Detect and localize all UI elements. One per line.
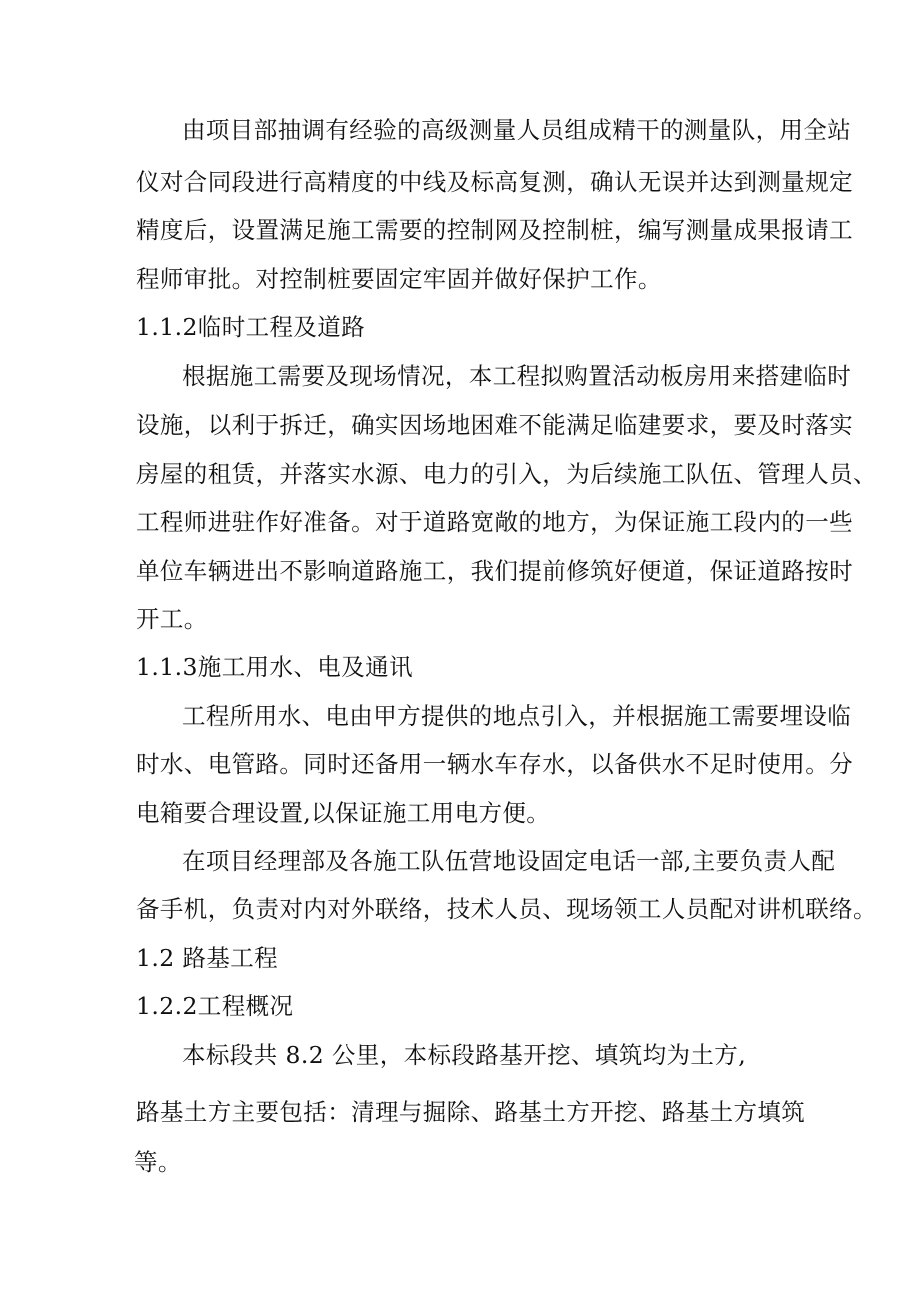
paragraph-line: 在项目经理部及各施工队伍营地设固定电话一部,主要负责人配 [182,847,836,875]
paragraph-line: 仪对合同段进行高精度的中线及标高复测，确认无误并达到测量规定 [136,168,853,196]
paragraph-line: 设施，以利于拆迁，确实因场地困难不能满足临建要求，要及时落实 [136,411,853,439]
paragraph-line: 根据施工需要及现场情况，本工程拟购置活动板房用来搭建临时 [182,362,852,390]
section-heading-1-2: 1.2 路基工程 [136,944,279,972]
paragraph-line: 程师审批。对控制桩要固定牢固并做好保护工作。 [136,265,662,293]
section-heading-1-2-2: 1.2.2工程概况 [136,992,294,1020]
paragraph-line: 时水、电管路。同时还备用一辆水车存水，以备供水不足时使用。分 [136,750,853,778]
paragraph-line: 等。 [134,1148,182,1176]
section-heading-1-1-3: 1.1.3施工用水、电及通讯 [136,653,413,681]
paragraph-line: 工程所用水、电由甲方提供的地点引入，并根据施工需要埋设临 [182,702,852,730]
paragraph-line: 单位车辆进出不影响道路施工，我们提前修筑好便道，保证道路按时 [136,557,853,585]
paragraph-line: 工程师进驻作好准备。对于道路宽敞的地方，为保证施工段内的一些 [136,508,853,536]
paragraph-line: 精度后，设置满足施工需要的控制网及控制桩，编写测量成果报请工 [136,216,853,244]
paragraph-line: 本标段共 8.2 公里，本标段路基开挖、填筑均为土方, [182,1041,747,1069]
paragraph-line: 备手机，负责对内对外联络，技术人员、现场领工人员配对讲机联络。 [136,895,877,923]
paragraph-line: 开工。 [136,605,208,633]
paragraph-line: 路基土方主要包括：清理与掘除、路基土方开挖、路基土方填筑 [136,1098,806,1126]
paragraph-line: 由项目部抽调有经验的高级测量人员组成精干的测量队，用全站 [182,116,852,144]
section-heading-1-1-2: 1.1.2临时工程及道路 [136,313,366,341]
paragraph-line: 电箱要合理设置,以保证施工用电方便。 [136,799,551,827]
paragraph-line: 房屋的租赁，并落实水源、电力的引入，为后续施工队伍、管理人员、 [136,460,877,488]
